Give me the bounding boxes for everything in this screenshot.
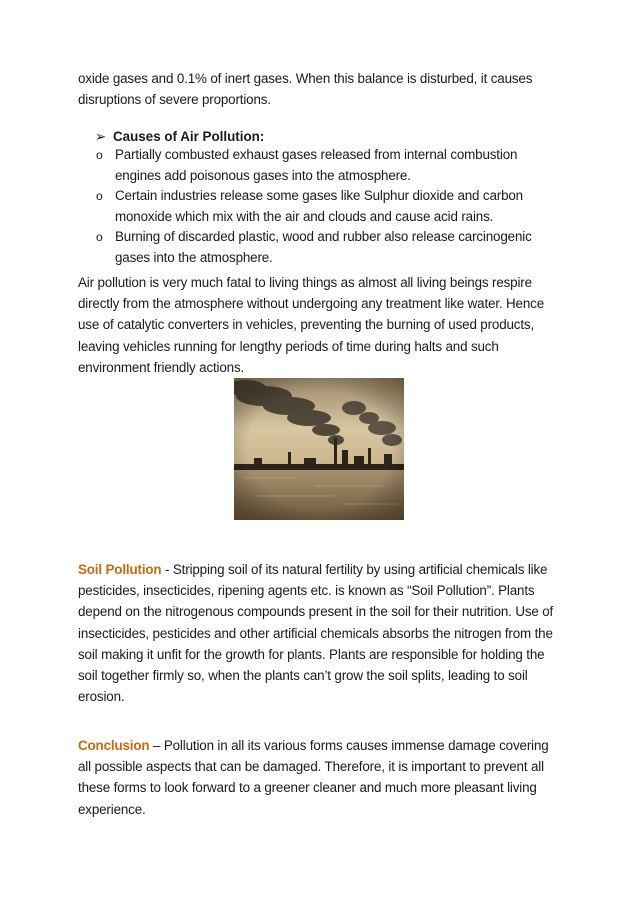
air-pollution-paragraph: Air pollution is very much fatal to living things as almost all living beings respire directly from the atmosphere without undergoing any treatment like water. Hence use of catalytic converters in vehicles, preventing the burning of used products, leaving vehicles running for lengthy periods of time during halts and such environment friendly actions. bbox=[78, 275, 544, 375]
causes-heading-text: Causes of Air Pollution: bbox=[113, 129, 265, 144]
list-item bbox=[96, 186, 566, 227]
factory-smoke-photo bbox=[234, 378, 404, 520]
conclusion-paragraph bbox=[78, 735, 564, 820]
soil-pollution-text: - Stripping soil of its natural fertility by using artificial chemicals like pesticides, insecticides, ripening agents etc. is known as “Soil Pollution”. Plants depend on the nitrogenous compounds present in the soil for their nutrition. Use of insecticides, pesticides and other artificial chemicals absorbs the nitrogen from the soil making it unfit for the growth for plants. Plants are responsible for holding the soil together firmly so, when the plants can’t grow the soil splits, leading to soil erosion. bbox=[78, 562, 554, 705]
soil-pollution-paragraph bbox=[78, 559, 564, 707]
list-item-text: Certain industries release some gases like Sulphur dioxide and carbon monoxide which mix with the air and clouds and cause acid rains. bbox=[115, 188, 523, 224]
conclusion-label: Conclusion bbox=[78, 738, 150, 753]
list-item-text: Partially combusted exhaust gases released from internal combustion engines add poisonous gases into the atmosphere. bbox=[115, 147, 518, 183]
causes-list bbox=[96, 145, 566, 269]
soil-pollution-label: Soil Pollution bbox=[78, 562, 162, 577]
circle-bullet-icon: o bbox=[96, 148, 103, 162]
list-item bbox=[96, 227, 566, 268]
list-item-text: Burning of discarded plastic, wood and rubber also release carcinogenic gases into the atmosphere. bbox=[115, 229, 532, 265]
causes-heading bbox=[95, 126, 264, 147]
conclusion-text: – Pollution in all its various forms causes immense damage covering all possible aspects that can be damaged. Therefore, it is important to prevent all these forms to look forward to a greener cleaner and much more pleasant living experience. bbox=[78, 738, 549, 817]
circle-bullet-icon: o bbox=[96, 230, 103, 245]
arrow-bullet-icon: ➢ bbox=[95, 129, 107, 144]
circle-bullet-icon: o bbox=[96, 189, 103, 204]
intro-paragraph: oxide gases and 0.1% of inert gases. When this balance is disturbed, it causes disruptions of severe proportions. bbox=[78, 71, 533, 108]
list-item bbox=[96, 145, 566, 186]
